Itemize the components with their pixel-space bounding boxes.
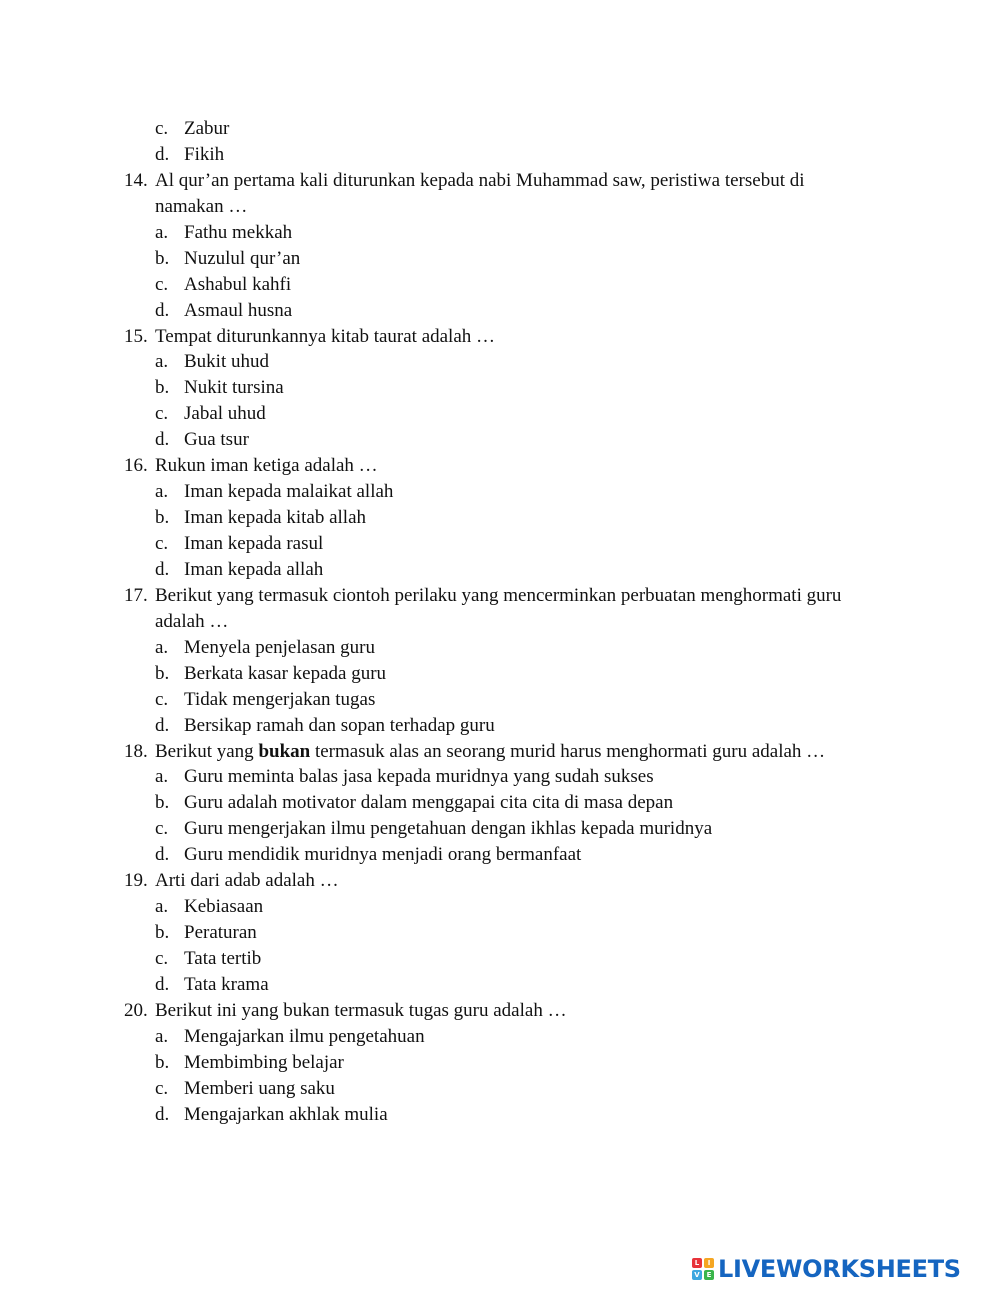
option-letter: c.: [155, 688, 169, 710]
answer-option[interactable]: [0, 946, 1000, 972]
option-text: Guru meminta balas jasa kepada muridnya yang sudah sukses: [184, 766, 654, 788]
option-text: Tidak mengerjakan tugas: [184, 688, 376, 710]
worksheet-page: [0, 116, 1000, 1128]
question-20: [0, 998, 1000, 1024]
question-text-continuation: [0, 609, 1000, 635]
option-text: Iman kepada allah: [184, 558, 324, 580]
question-number: 19.: [124, 870, 148, 892]
option-text: Membimbing belajar: [184, 1051, 344, 1073]
option-text: Bersikap ramah dan sopan terhadap guru: [184, 714, 495, 736]
option-text: Guru adalah motivator dalam menggapai cita cita di masa depan: [184, 792, 674, 814]
answer-option[interactable]: [0, 427, 1000, 453]
answer-option[interactable]: [0, 661, 1000, 687]
option-letter: a.: [155, 351, 169, 373]
question-text-line: namakan …: [155, 195, 248, 217]
answer-option[interactable]: [0, 1076, 1000, 1102]
option-text: Iman kepada malaikat allah: [184, 481, 394, 503]
option-letter: d.: [155, 1103, 170, 1125]
question-text-part: Berikut yang: [155, 740, 259, 762]
question-text: Berikut yang termasuk ciontoh perilaku yang mencerminkan perbuatan menghormati guru: [155, 584, 842, 606]
brand-wordmark: LIVEWORKSHEETS: [718, 1255, 961, 1283]
option-letter: b.: [155, 662, 170, 684]
question-number: 15.: [124, 325, 148, 347]
answer-option[interactable]: [0, 1050, 1000, 1076]
answer-option[interactable]: [0, 298, 1000, 324]
question-number: 14.: [124, 169, 148, 191]
option-letter: a.: [155, 221, 169, 243]
option-letter: d.: [155, 714, 170, 736]
option-text: Zabur: [184, 118, 230, 139]
option-letter: c.: [155, 533, 169, 554]
option-letter: b.: [155, 792, 170, 814]
option-text: Ashabul kahfi: [184, 273, 292, 295]
question-text: Berikut ini yang bukan termasuk tugas guru adalah …: [155, 999, 567, 1021]
option-letter: d.: [155, 143, 170, 165]
option-letter: d.: [155, 299, 170, 321]
question-19: [0, 868, 1000, 894]
question-text-part: termasuk alas an seorang murid harus menghormati guru adalah …: [310, 740, 826, 762]
question-17: [0, 583, 1000, 609]
question-text: [155, 739, 825, 765]
option-letter: d.: [155, 429, 170, 451]
option-letter: c.: [155, 118, 169, 139]
option-letter: c.: [155, 818, 169, 840]
option-text: Jabal uhud: [184, 403, 266, 425]
question-text-line: adalah …: [155, 610, 229, 632]
answer-option[interactable]: [0, 1024, 1000, 1050]
answer-option[interactable]: [0, 687, 1000, 713]
liveworksheets-logo-icon: [692, 1258, 714, 1280]
option-text: Asmaul husna: [184, 299, 293, 321]
option-letter: a.: [155, 766, 169, 788]
answer-option[interactable]: [0, 816, 1000, 842]
answer-option[interactable]: [0, 764, 1000, 790]
answer-option[interactable]: [0, 842, 1000, 868]
answer-option[interactable]: [0, 401, 1000, 427]
answer-option[interactable]: [0, 1102, 1000, 1128]
question-number: 18.: [124, 740, 148, 762]
question-text-continuation: [0, 194, 1000, 220]
answer-option[interactable]: [0, 972, 1000, 998]
logo-tile-i: I: [704, 1258, 714, 1268]
option-letter: c.: [155, 948, 169, 969]
logo-tile-e: E: [704, 1270, 714, 1280]
option-text: Tata tertib: [184, 948, 262, 969]
liveworksheets-brand: [692, 1252, 961, 1286]
answer-option[interactable]: [0, 116, 1000, 142]
option-letter: c.: [155, 273, 169, 295]
question-15: [0, 324, 1000, 350]
question-text: Al qur’an pertama kali diturunkan kepada nabi Muhammad saw, peristiwa tersebut di: [155, 169, 805, 191]
option-letter: c.: [155, 403, 169, 425]
option-letter: a.: [155, 896, 169, 918]
option-text: Fathu mekkah: [184, 221, 293, 243]
option-text: Guru mengerjakan ilmu pengetahuan dengan ikhlas kepada muridnya: [184, 818, 713, 840]
option-text: Kebiasaan: [184, 896, 264, 918]
answer-option[interactable]: [0, 713, 1000, 739]
answer-option[interactable]: [0, 220, 1000, 246]
option-text: Memberi uang saku: [184, 1077, 335, 1099]
answer-option[interactable]: [0, 272, 1000, 298]
question-number: 17.: [124, 584, 148, 606]
answer-option[interactable]: [0, 479, 1000, 505]
question-16: [0, 453, 1000, 479]
option-letter: b.: [155, 377, 170, 399]
question-number: 20.: [124, 999, 148, 1021]
question-14: [0, 168, 1000, 194]
question-text: Tempat diturunkannya kitab taurat adalah …: [155, 325, 496, 347]
option-letter: a.: [155, 481, 169, 503]
answer-option[interactable]: [0, 505, 1000, 531]
option-letter: d.: [155, 973, 170, 995]
answer-option[interactable]: [0, 531, 1000, 557]
answer-option[interactable]: [0, 375, 1000, 401]
option-text: Tata krama: [184, 973, 269, 995]
option-text: Peraturan: [184, 922, 257, 944]
option-text: Mengajarkan akhlak mulia: [184, 1103, 388, 1125]
question-number: 16.: [124, 455, 148, 477]
option-text: Gua tsur: [184, 429, 249, 451]
option-letter: b.: [155, 507, 170, 529]
option-text: Bukit uhud: [184, 351, 269, 373]
answer-option[interactable]: [0, 920, 1000, 946]
option-letter: b.: [155, 922, 170, 944]
question-text: Arti dari adab adalah …: [155, 870, 339, 892]
option-letter: a.: [155, 636, 169, 658]
answer-option[interactable]: [0, 894, 1000, 920]
answer-option[interactable]: [0, 246, 1000, 272]
option-letter: b.: [155, 1051, 170, 1073]
answer-option[interactable]: [0, 142, 1000, 168]
logo-tile-v: V: [692, 1270, 702, 1280]
emphasis-text: bukan: [258, 740, 311, 762]
option-letter: d.: [155, 844, 170, 866]
option-letter: c.: [155, 1077, 169, 1099]
option-letter: d.: [155, 558, 170, 580]
logo-tile-l: L: [692, 1258, 702, 1268]
option-text: Mengajarkan ilmu pengetahuan: [184, 1025, 425, 1047]
option-text: Nuzulul qur’an: [184, 247, 301, 269]
option-text: Guru mendidik muridnya menjadi orang bermanfaat: [184, 844, 582, 866]
answer-option[interactable]: [0, 790, 1000, 816]
option-letter: a.: [155, 1025, 169, 1047]
option-letter: b.: [155, 247, 170, 269]
option-text: Iman kepada kitab allah: [184, 507, 367, 529]
option-text: Menyela penjelasan guru: [184, 636, 375, 658]
answer-option[interactable]: [0, 349, 1000, 375]
answer-option[interactable]: [0, 635, 1000, 661]
question-18: [0, 739, 1000, 765]
question-text: Rukun iman ketiga adalah …: [155, 455, 378, 477]
answer-option[interactable]: [0, 557, 1000, 583]
option-text: Nukit tursina: [184, 377, 284, 399]
option-text: Iman kepada rasul: [184, 533, 324, 554]
option-text: Berkata kasar kepada guru: [184, 662, 387, 684]
option-text: Fikih: [184, 143, 225, 165]
